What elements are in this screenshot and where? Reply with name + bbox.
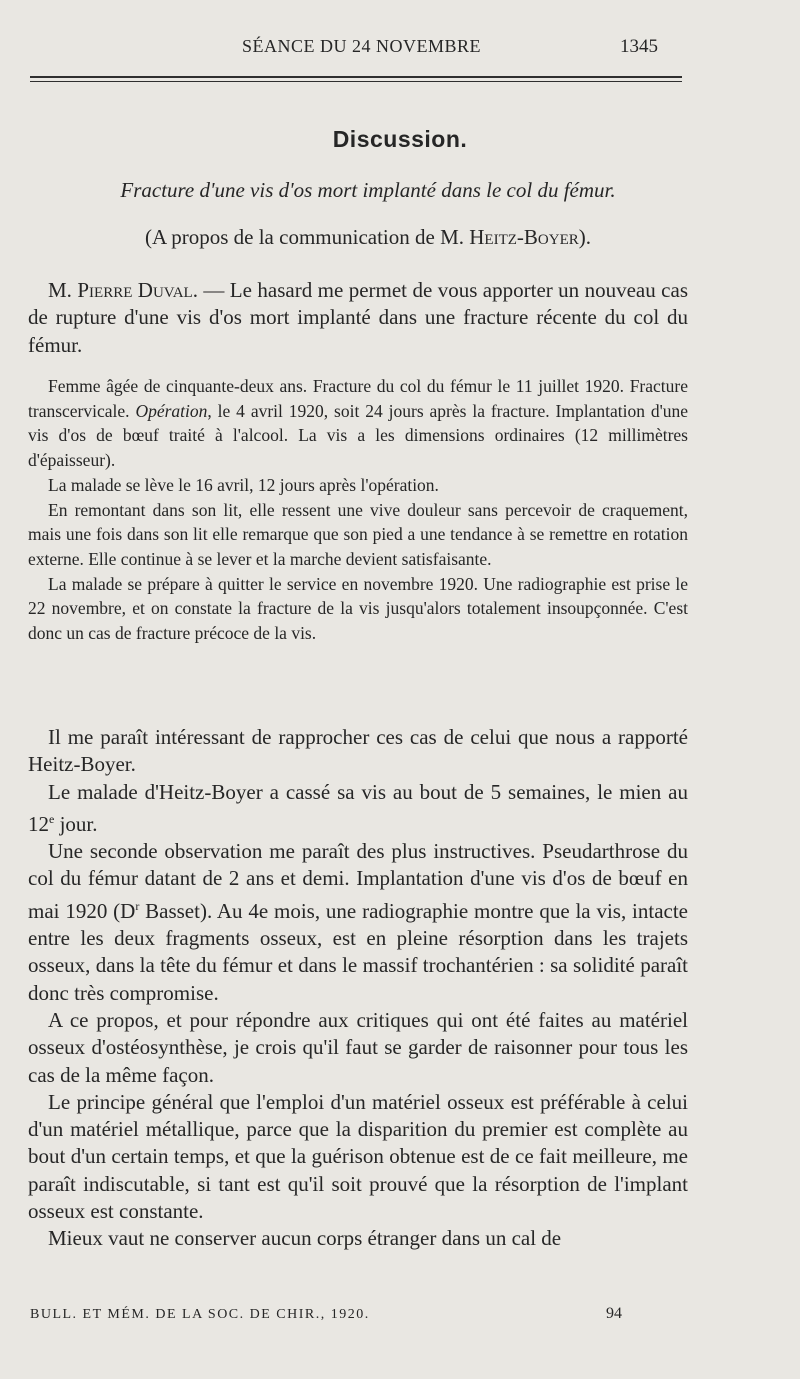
running-title: SÉANCE DU 24 NOVEMBRE (242, 36, 482, 56)
discussion-body (28, 724, 688, 1253)
running-header (0, 36, 800, 62)
case-paragraph: La malade se prépare à quitter le service en novembre 1920. Une radiographie est prise le 22 novembre, et on constate la fracture de la vis jusqu'alors totalement insoupçonnée. C'est donc un cas de fracture précoce de la vis. (28, 573, 688, 644)
body-paragraph (28, 779, 688, 839)
case-report (28, 374, 688, 646)
intro-paragraph (28, 277, 688, 359)
intro-prefix: M. (48, 278, 78, 302)
superscript: r (135, 898, 140, 913)
intro-text: . — Le hasard me permet de vous apporter un nouveau cas de rupture d'une vis d'os mort implanté dans une fracture récente du col du fémur. (28, 278, 688, 357)
apropos-suffix: ). (578, 225, 591, 249)
header-rule (30, 76, 682, 78)
body-text: jour. (54, 811, 98, 836)
body-text: Basset). Au 4e mois, une radiographie montre que la vis, intacte entre les deux fragments osseux, est en pleine résorption dans les trajets osseux, dans la tête du fémur et dans le massif trochantérien : sa solidité paraît donc très compromise. (28, 898, 688, 1005)
speaker-name: Pierre Duval (77, 278, 193, 302)
case-text: , le 4 avril 1920, soit 24 jours après la fracture. Implantation d'une vis d'os de bœuf traité à l'alcool. La vis a les dimensions ordinaires (12 millimètres d'épaisseur). (28, 400, 689, 471)
article-subtitle: Fracture d'une vis d'os mort implanté dans le col du fémur. (120, 178, 616, 202)
case-paragraph: La malade se lève le 16 avril, 12 jours après l'opération. (48, 474, 439, 495)
body-paragraph: Il me paraît intéressant de rapprocher ces cas de celui que nous a rapporté Heitz-Boyer. (28, 725, 688, 777)
page-number: 1345 (620, 36, 658, 57)
case-text: Femme âgée de cinquante-deux ans. Fracture du col du fémur le 11 juillet 1920. Fracture transcervicale. (28, 376, 688, 421)
apropos-author: Heitz-Boyer (469, 225, 579, 249)
apropos-line (0, 225, 736, 250)
section-title: Discussion. (332, 126, 468, 152)
apropos-prefix: (A propos de la communication de M. (144, 225, 470, 249)
header-rule-thin (30, 81, 682, 82)
superscript: e (49, 811, 55, 826)
case-italic: Opération (135, 400, 208, 421)
case-paragraph (28, 374, 688, 473)
body-paragraph: Mieux vaut ne conserver aucun corps étranger dans un cal de (48, 1226, 562, 1251)
body-text: Une seconde observation me paraît des plus instructives. Pseudarthrose du col du fémur datant de 2 ans et demi. Implantation d'une vis d'os de bœuf en mai 1920 (D (28, 839, 688, 923)
body-paragraph: Le principe général que l'emploi d'un matériel osseux est préférable à celui d'un matériel métallique, parce que la disparition du premier est complète au bout d'un certain temps, et que la guérison obtenue est de ce fait meilleure, me paraît indiscutable, si tant est qu'il soit prouvé que la résorption de l'implant osseux est constante. (28, 1089, 688, 1224)
case-paragraph: En remontant dans son lit, elle ressent une vive douleur sans percevoir de craquement, mais une fois dans son lit elle remarque que son pied a une tendance à se remettre en rotation externe. Elle continue à se lever et la marche devient satisfaisante. (28, 499, 688, 569)
body-paragraph: A ce propos, et pour répondre aux critiques qui ont été faites au matériel osseux d'ostéosynthèse, je crois qu'il faut se garder de raisonner pour tous les cas de la même façon. (28, 1007, 688, 1087)
signature-mark: 94 (606, 1305, 622, 1322)
body-text: Le malade d'Heitz-Boyer a cassé sa vis au bout de 5 semaines, le mien au 12 (28, 779, 688, 836)
body-paragraph (28, 838, 688, 1007)
bulletin-citation: BULL. ET MÉM. DE LA SOC. DE CHIR., 1920. (30, 1307, 370, 1322)
